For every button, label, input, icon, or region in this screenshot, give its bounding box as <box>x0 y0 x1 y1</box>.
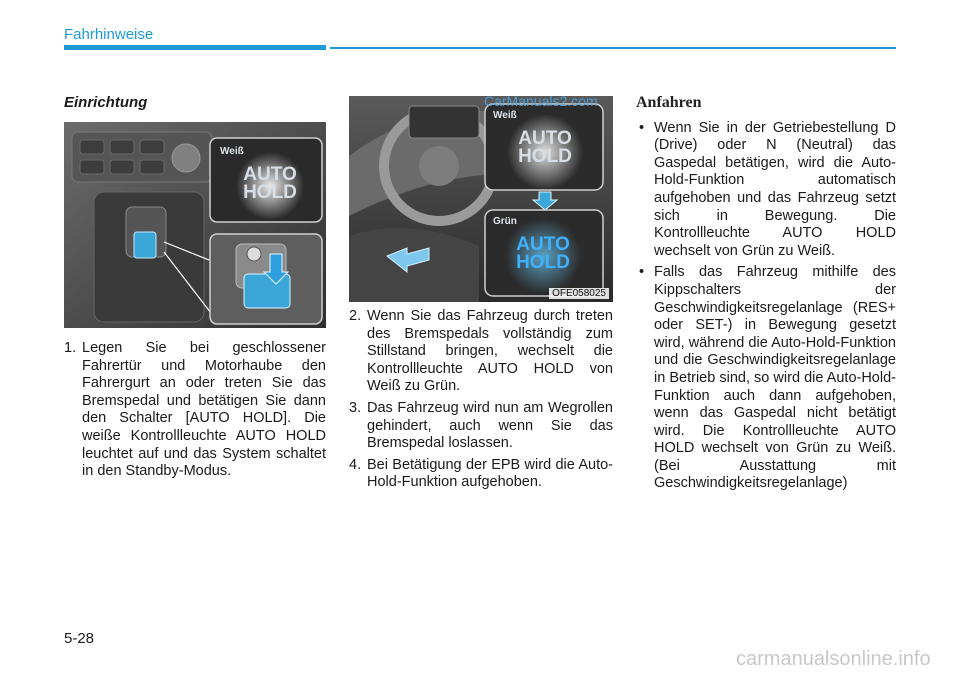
setup-steps <box>64 340 326 485</box>
step-item <box>64 340 326 481</box>
auto-hold-text-line1: AUTO <box>518 128 572 149</box>
green-indicator-label: Grün <box>493 216 517 227</box>
setup-heading: Einrichtung <box>64 94 148 111</box>
column-steps <box>349 308 613 496</box>
bullet-mark: • <box>639 264 645 281</box>
bullet-text: Wenn Sie in der Getriebestellung D (Drive) oder N (Neutral) das Gaspedal betätigen, wird die Auto-Hold-Funktion automatisch aufgehoben und das Fahrzeug setzt sich in Bewegung. Die Kontrollleuchte AUTO HOLD wechselt von Grün zu Weiß. <box>654 119 896 259</box>
bullet-item <box>636 264 896 493</box>
figure-console-auto-hold-switch <box>64 122 326 328</box>
driving-off-heading: Anfahren <box>636 94 702 111</box>
auto-hold-white-indicator <box>509 130 581 166</box>
auto-hold-white-indicator <box>236 166 304 202</box>
step-text: Bei Betätigung der EPB wird die Auto-Hold-Funktion aufgehoben. <box>367 456 613 491</box>
step-number: 1. <box>64 340 77 356</box>
step-text: Legen Sie bei geschlossener Fahrertür und Motorhaube den Fahrergurt an oder treten Sie das Bremspedal und betätigen Sie dann den Schalter [AUTO HOLD]. Die weiße Kontrollleuchte AUTO HOLD leuchtet auf und das System schaltet in den Standby-Modus. <box>82 340 326 480</box>
step-item <box>349 308 613 396</box>
figure-dashboard-auto-hold <box>349 96 613 302</box>
auto-hold-text-line2: HOLD <box>518 146 572 167</box>
step-text: Das Fahrzeug wird nun am Wegrollen gehindert, auch wenn Sie das Bremspedal loslassen. <box>367 399 613 452</box>
step-number: 2. <box>349 308 362 324</box>
bullet-item <box>636 120 896 261</box>
white-indicator-label: Weiß <box>493 110 517 121</box>
auto-hold-text-line1: AUTO <box>516 234 570 255</box>
step-item <box>349 400 613 453</box>
auto-hold-text-line1: AUTO <box>243 164 297 185</box>
header-rule-thin <box>330 47 896 49</box>
column-driving-off <box>636 94 896 497</box>
step-number: 3. <box>349 399 362 416</box>
step-text: Wenn Sie das Fahrzeug durch treten des Bremspedals vollständig zum Stillstand bringen, wechselt die Kontrollleuchte AUTO HOLD von Weiß zu Grün. <box>367 308 613 395</box>
section-title: Fahrhinweise <box>64 26 154 43</box>
auto-hold-green-indicator <box>507 236 579 272</box>
step-number: 4. <box>349 456 362 473</box>
bullet-text: Falls das Fahrzeug mithilfe des Kippschalters der Geschwindigkeitsregelanlage (RES+ oder SET-) in Bewegung gesetzt wird, während die Auto-Hold-Funktion und die Geschwindigkeitsregelanlage in Betrieb sind, so wird die Auto-Hold-Funktion auch dann aufgehoben, wenn das Gaspedal nicht betätigt wird. Die Kontrollleuchte AUTO HOLD wechselt von Grün zu Weiß. (Bei Ausstattung mit Geschwindigkeitsregelanlage) <box>654 264 896 492</box>
figure-code: OFE058025 <box>549 288 609 299</box>
page-number: 5-28 <box>64 630 95 647</box>
column-setup <box>64 94 326 125</box>
footer-watermark: carmanualsonline.info <box>736 648 931 670</box>
bullet-mark: • <box>639 119 645 136</box>
console-illustration <box>64 122 326 328</box>
header-rule-thick <box>64 45 326 50</box>
auto-hold-text-line2: HOLD <box>243 182 297 203</box>
auto-hold-text-line2: HOLD <box>516 252 570 273</box>
step-item <box>349 457 613 492</box>
watermark-overlay: CarManuals2.com <box>484 93 598 109</box>
white-indicator-label: Weiß <box>220 146 244 157</box>
